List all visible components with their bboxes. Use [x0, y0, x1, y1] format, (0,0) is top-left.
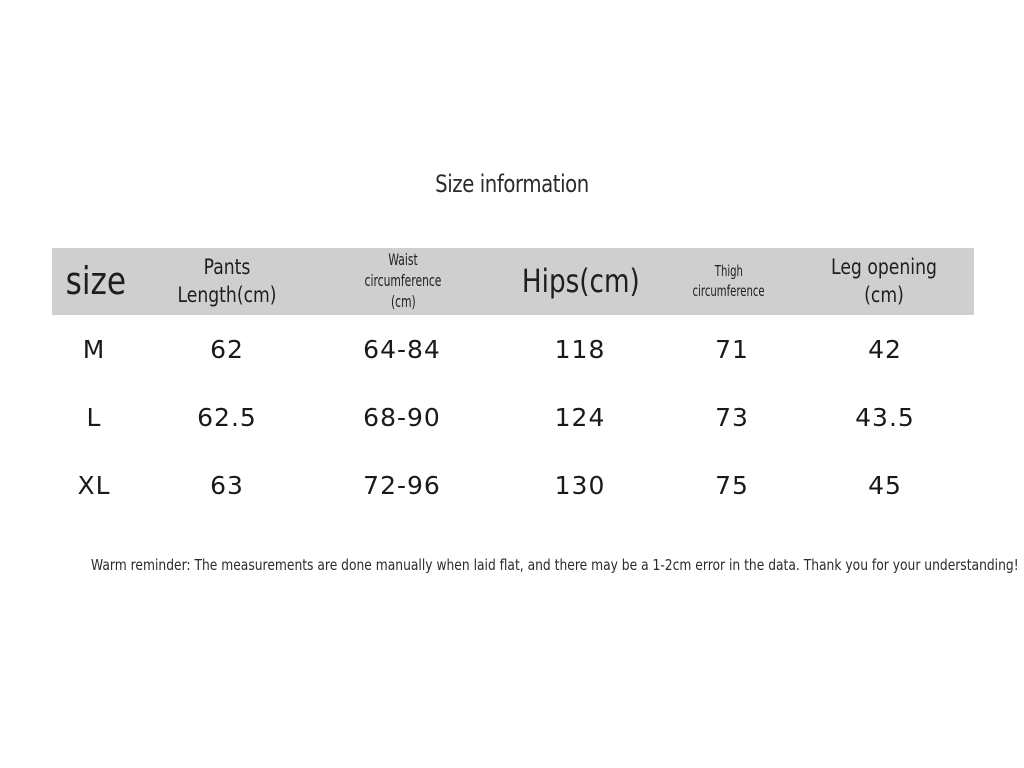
header-waist-line1: Waist circumference: [364, 250, 442, 291]
table-row: [52, 451, 974, 519]
cell-size: M: [82, 334, 106, 364]
header-hips-label: Hips(cm): [522, 261, 640, 300]
cell-hips: 130: [554, 470, 606, 500]
table-row: [52, 383, 974, 451]
cell-leg-opening: 45: [868, 470, 902, 500]
table-header-row: [52, 248, 974, 315]
header-thigh-line2: circumference: [692, 281, 766, 300]
cell-thigh: 73: [715, 402, 749, 432]
cell-waist: 72-96: [363, 470, 441, 500]
table-row: [52, 315, 974, 383]
header-leg-opening: [802, 248, 966, 315]
header-leg-opening-label: Leg opening (cm): [831, 255, 937, 307]
cell-pants-length: 63: [210, 470, 244, 500]
header-size: [52, 248, 140, 315]
header-thigh-label: [685, 262, 773, 301]
header-size-label: size: [65, 258, 127, 303]
cell-size: L: [86, 402, 102, 432]
cell-thigh: 75: [715, 470, 749, 500]
cell-hips: 118: [554, 334, 606, 364]
header-waist-label: [337, 250, 470, 312]
page-title: Size information: [435, 170, 589, 198]
cell-waist: 68-90: [363, 402, 441, 432]
size-table: [52, 248, 974, 519]
cell-hips: 124: [554, 402, 606, 432]
cell-size: XL: [77, 470, 111, 500]
header-thigh: [677, 248, 781, 315]
header-hips: [512, 248, 650, 315]
header-waist-line2: (cm): [390, 291, 416, 311]
header-pants-length: [147, 248, 307, 315]
cell-leg-opening: 42: [868, 334, 902, 364]
header-thigh-line1: Thigh: [714, 262, 744, 280]
cell-pants-length: 62: [210, 334, 244, 364]
warm-reminder-note: Warm reminder: The measurements are done manually when laid flat, and there may be a 1-2cm error in the data. Thank you for your understanding!: [91, 556, 1019, 574]
cell-thigh: 71: [715, 334, 749, 364]
cell-waist: 64-84: [363, 334, 441, 364]
header-waist: [322, 248, 484, 315]
header-pants-length-label: Pants Length(cm): [177, 255, 277, 307]
cell-leg-opening: 43.5: [855, 402, 915, 432]
cell-pants-length: 62.5: [197, 402, 257, 432]
